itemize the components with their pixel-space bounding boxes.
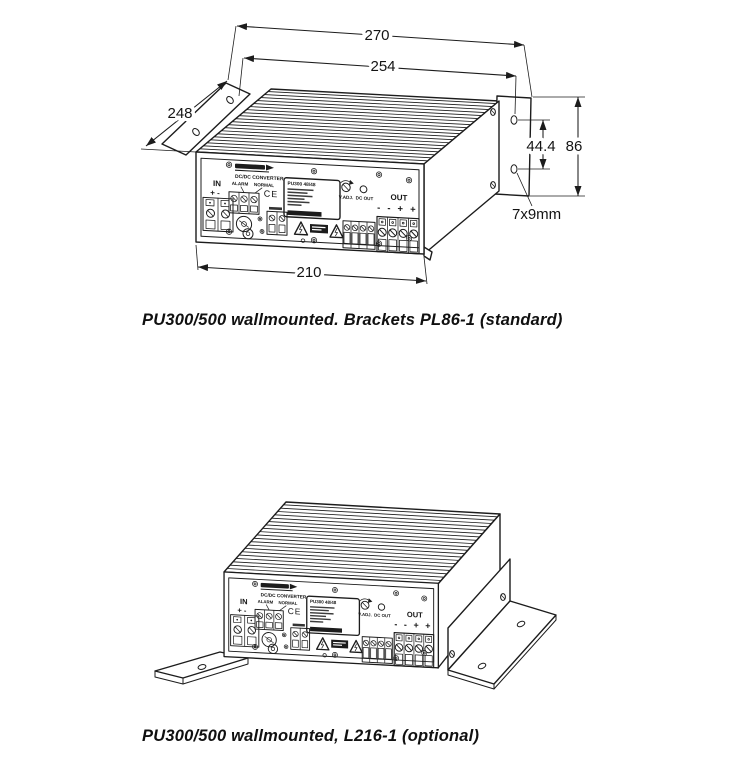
alarm-label: ALARM (231, 180, 249, 187)
dim-overall-width: 270 (364, 27, 390, 44)
figure-wallmount-standard: IN + - ALARM NORMAL DC/DC CONVERTER CE PU300 48/48 V.ADJ. DC OUT OUT - - + + IN + - ALARM NORMAL DC/DC CONVERTER CE PU300 48/48 V.ADJ. DC OUT OUT - - + + 270 254 248 44.4 86 7x9mm 210 (0, 0, 750, 300)
figure2-caption: PU300/500 wallmounted, L216-1 (optional) (142, 727, 480, 745)
out-polarity-label: - - + + (394, 618, 433, 632)
model-label: PU300 48/48 (310, 598, 337, 606)
ce-mark: CE (287, 605, 302, 617)
normal-label: NORMAL (278, 599, 298, 606)
dcout-label: DC OUT (355, 195, 374, 202)
dim-bracket-hole-spacing: 44.4 (526, 138, 556, 155)
model-label: PU300 48/48 (287, 181, 316, 189)
front-panel (224, 572, 438, 668)
product-label (284, 178, 340, 220)
dim-body-width: 210 (296, 264, 322, 281)
caution-label (331, 640, 348, 649)
converter-label: DC/DC CONVERTER (235, 173, 284, 183)
normal-label: NORMAL (253, 182, 275, 189)
dim-hole-span: 254 (370, 58, 396, 75)
figure1-caption: PU300/500 wallmounted. Brackets PL86-1 (standard) (142, 311, 563, 329)
out-label: OUT (390, 192, 408, 203)
in-polarity-label: + - (210, 188, 220, 198)
front-panel (196, 152, 424, 254)
out-polarity-label: - - + + (377, 202, 418, 216)
figure-wallmount-optional (0, 460, 750, 720)
converter-label: DC/DC CONVERTER (260, 592, 307, 600)
dim-depth: 248 (167, 105, 193, 122)
dim-bracket-height: 86 (565, 138, 583, 155)
ce-mark: CE (263, 188, 279, 200)
out-label: OUT (406, 609, 423, 620)
vadj-label: V.ADJ. (338, 194, 354, 201)
product-label (307, 596, 360, 635)
dcout-label: DC OUT (374, 612, 391, 619)
in-label: IN (240, 596, 248, 607)
dim-hole-size: 7x9mm (512, 206, 562, 223)
in-label: IN (213, 178, 221, 189)
in-polarity-label: + - (237, 605, 247, 616)
caution-label (310, 224, 328, 233)
alarm-label: ALARM (257, 598, 274, 605)
vadj-label: V.ADJ. (358, 611, 372, 618)
